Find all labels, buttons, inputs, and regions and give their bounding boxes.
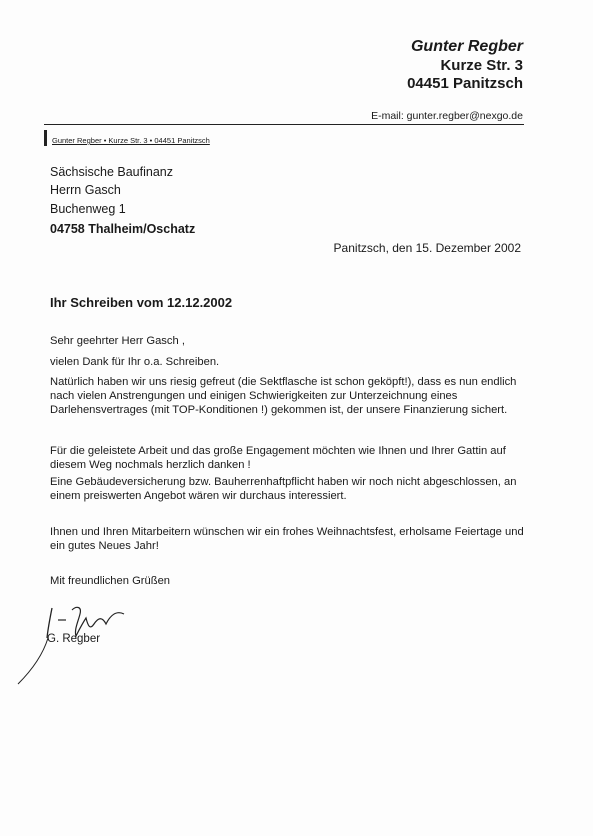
signer-name: G. Regber [47, 633, 101, 645]
subject-line: Ihr Schreiben vom 12.12.2002 [50, 295, 233, 310]
paragraph-engagement: Für die geleistete Arbeit und das große Engagement möchten wie Ihnen und Ihrer Gattin auf diesem Weg nochmals herzlich danken ! [50, 445, 506, 471]
paragraph-loan-contract: Natürlich haben wir uns riesig gefreut (die Sektflasche ist schon geköpft!), dass es nun endlich nach vielen Anstrengungen und einigen Schwierigkeiten zur Unterzeichnung eines Darlehensvertrages (mit TOP-Konditionen !) gekommen ist, der unsere Finanzierung sichert. [50, 376, 517, 416]
recipient-person: Herrn Gasch [50, 183, 121, 197]
return-address-bar [44, 130, 47, 146]
salutation: Sehr geehrter Herr Gasch , [50, 335, 185, 347]
date-line: Panitzsch, den 15. Dezember 2002 [333, 241, 521, 255]
recipient-city: 04758 Thalheim/Oschatz [50, 222, 196, 236]
recipient-street: Buchenweg 1 [50, 202, 126, 216]
sender-name: Gunter Regber [410, 38, 523, 55]
return-address-line: Gunter Regber • Kurze Str. 3 • 04451 Panitzsch [52, 136, 210, 145]
paragraph-thanks: vielen Dank für Ihr o.a. Schreiben. [50, 356, 220, 368]
letterhead-divider [44, 124, 524, 125]
sender-city: 04451 Panitzsch [407, 75, 523, 92]
paragraph-holiday-wishes: Ihnen und Ihren Mitarbeitern wünschen wir ein frohes Weihnachtsfest, erholsame Feiertage und ein gutes Neues Jahr! [50, 526, 524, 552]
sender-street: Kurze Str. 3 [440, 57, 523, 74]
recipient-company: Sächsische Baufinanz [50, 165, 173, 179]
closing: Mit freundlichen Grüßen [50, 575, 171, 587]
paragraph-insurance: Eine Gebäudeversicherung bzw. Bauherrenhaftpflicht haben wir noch nicht abgeschlossen, an einem preiswerten Angebot wären wir durchaus interessiert. [50, 476, 517, 502]
sender-email: E-mail: gunter.regber@nexgo.de [371, 110, 523, 122]
